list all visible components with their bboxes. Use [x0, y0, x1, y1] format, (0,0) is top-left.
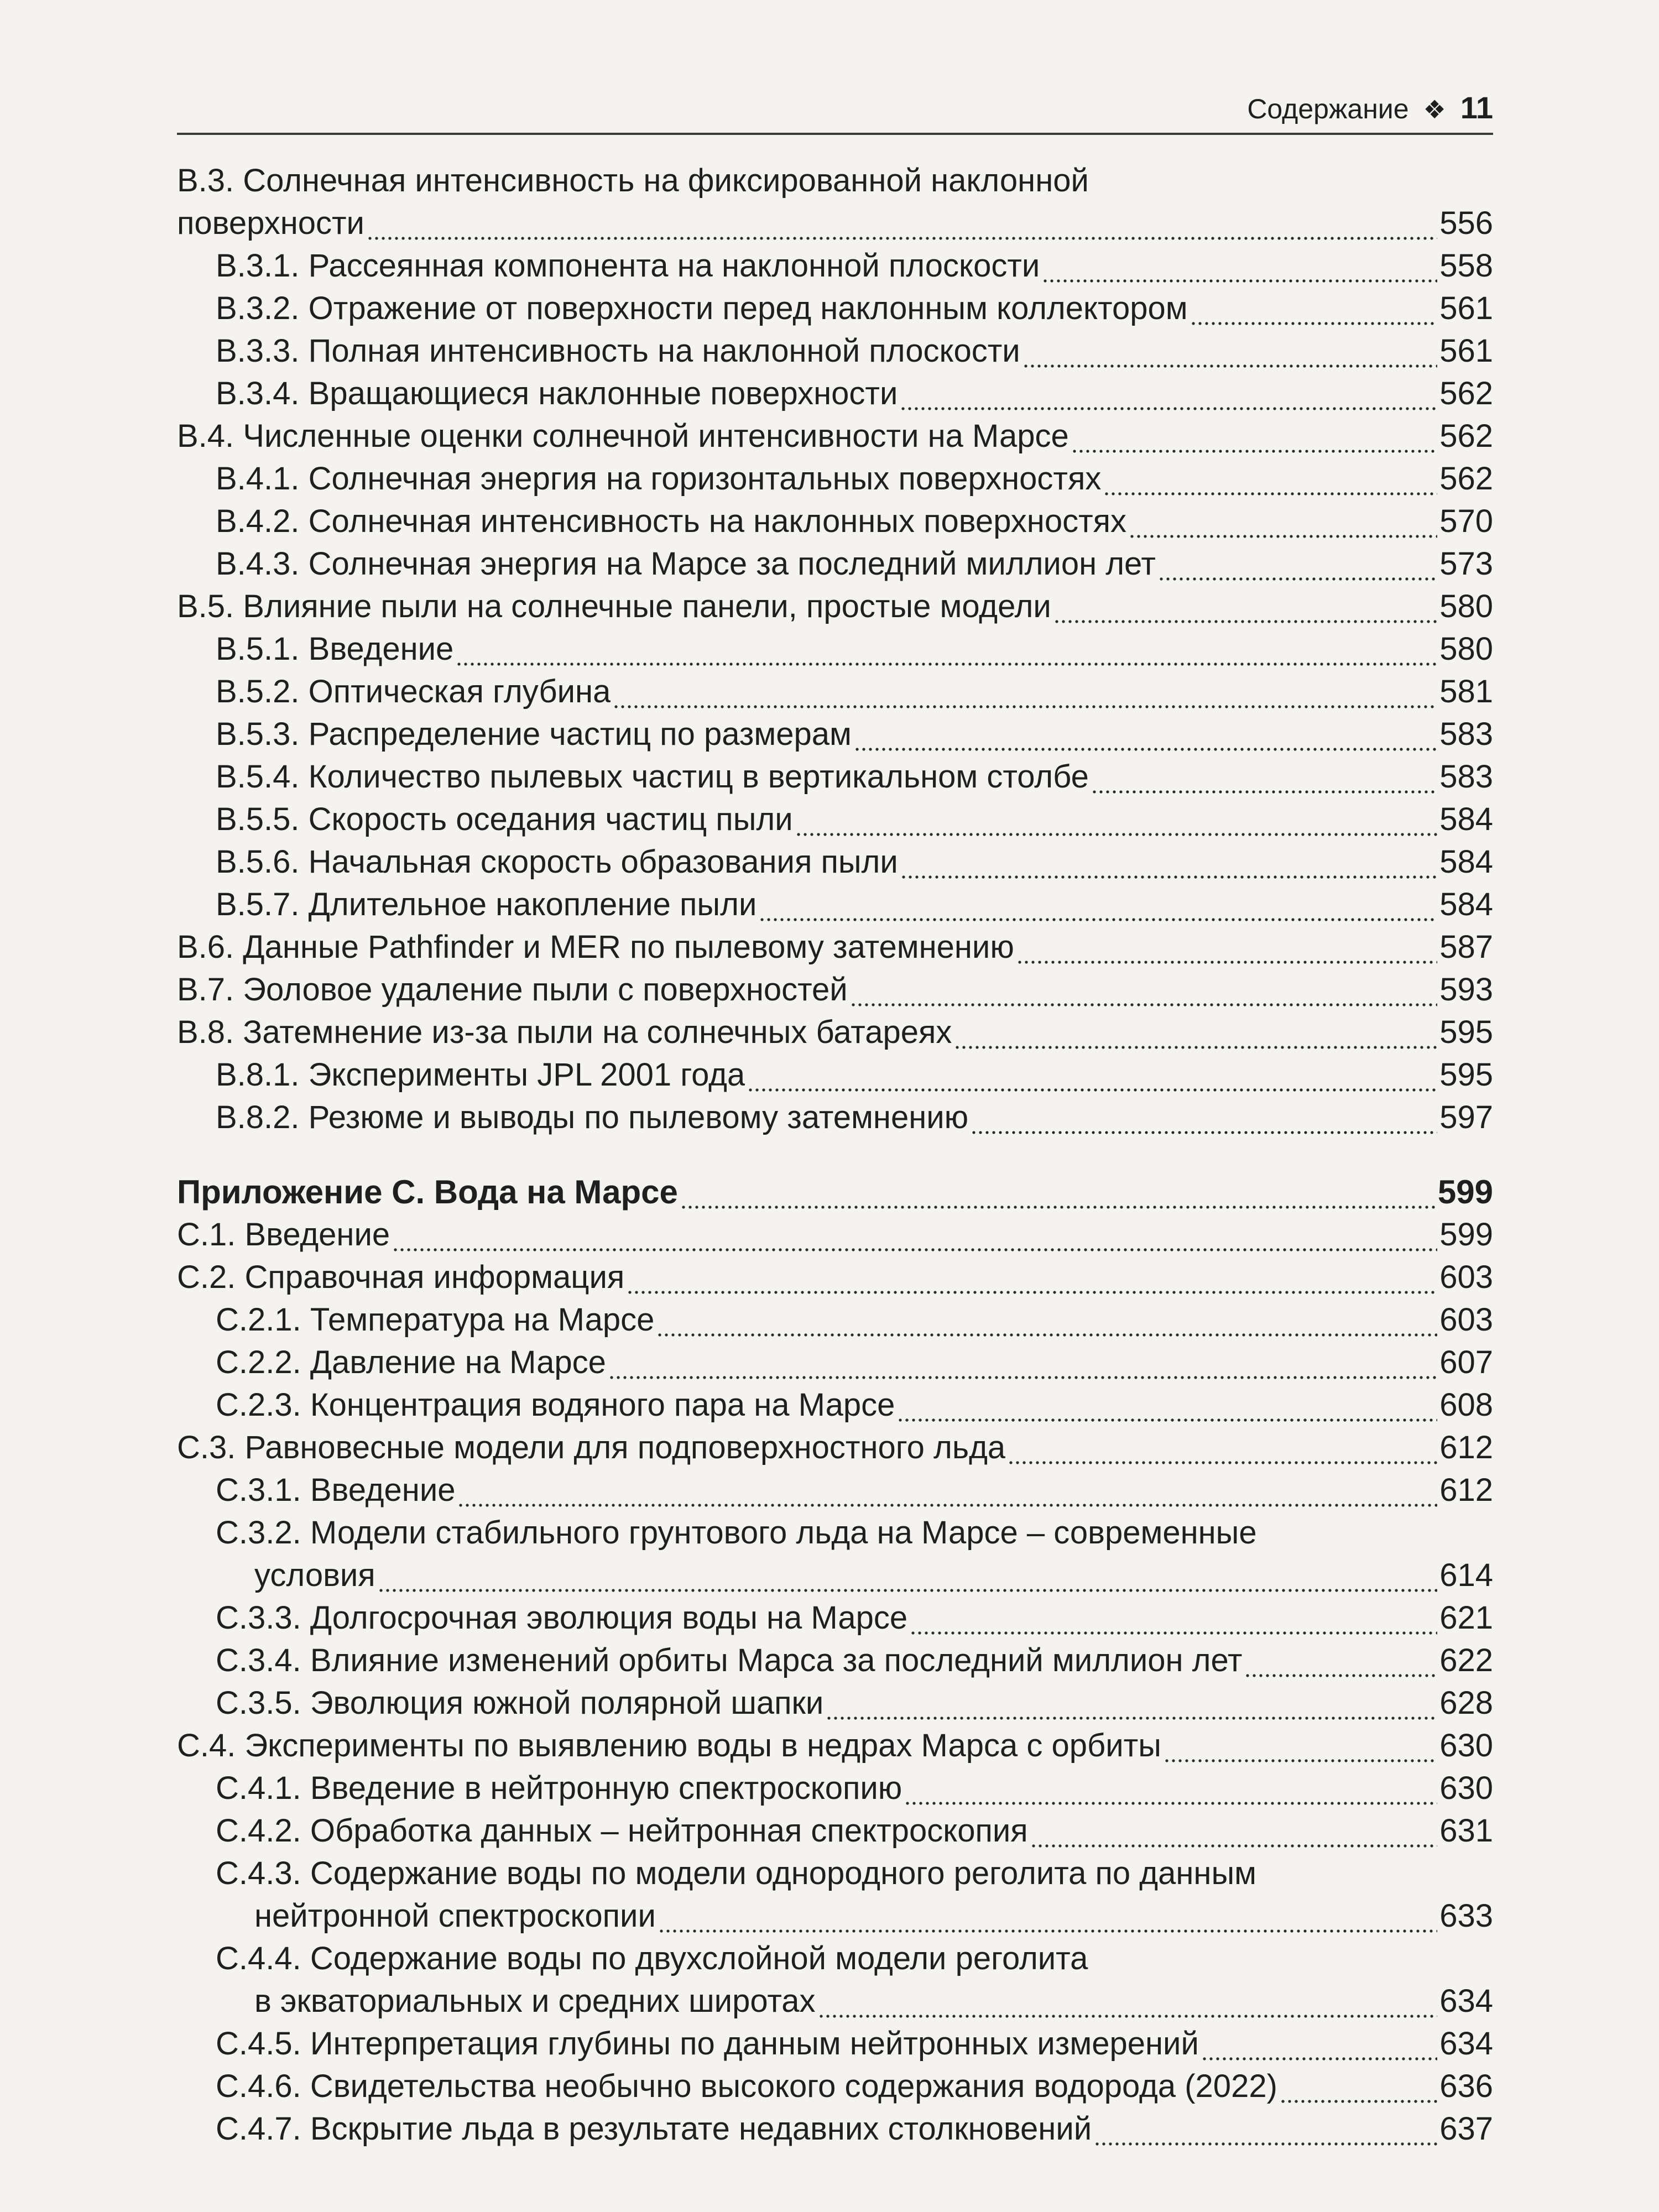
toc-entry-page: 583 [1439, 716, 1493, 752]
toc-entry-title: B.4. Численные оценки солнечной интенсивности на Марсе [177, 418, 1069, 454]
toc-entry-continuation [216, 1980, 1493, 2022]
toc-entry-page: 597 [1439, 1099, 1493, 1135]
dot-leader [1053, 585, 1437, 628]
toc-entry-page: 556 [1439, 205, 1493, 241]
toc-entry [177, 1384, 1493, 1426]
toc-entry [177, 372, 1493, 415]
toc-entry-title: B.5.6. Начальная скорость образования пыли [216, 844, 898, 880]
toc-entry-page: 633 [1439, 1898, 1493, 1934]
toc-entry [177, 2022, 1493, 2065]
header-title: Содержание [1247, 93, 1409, 124]
toc-entry-title: B.5.3. Распределение частиц по размерам [216, 716, 852, 752]
toc-entry-page: 608 [1439, 1387, 1493, 1423]
toc-entry-title: C.3.3. Долгосрочная эволюция воды на Марсе [216, 1600, 908, 1636]
dot-leader [656, 1298, 1437, 1341]
toc-entry [177, 1682, 1493, 1724]
toc-entry-page: 584 [1439, 801, 1493, 837]
toc-entry-title: C.4.5. Интерпретация глубины по данным нейтронных измерений [216, 2026, 1199, 2062]
toc-entry-page: 595 [1439, 1057, 1493, 1093]
toc-entry [177, 287, 1493, 330]
toc-entry-title: B.4.2. Солнечная интенсивность на наклонных поверхностях [216, 503, 1127, 539]
toc-entry-page: 636 [1439, 2068, 1493, 2104]
toc-entry-title: B.5.2. Оптическая глубина [216, 674, 611, 709]
dot-leader [818, 1980, 1438, 2022]
chapter-page: 599 [1437, 1173, 1493, 1211]
toc-entry-page: 570 [1439, 503, 1493, 539]
toc-entry-page: 584 [1439, 844, 1493, 880]
toc-entry [177, 159, 1493, 244]
chapter-title: Приложение C. Вода на Марсе [177, 1173, 678, 1211]
dot-leader [904, 1767, 1437, 1809]
dot-leader [456, 628, 1437, 670]
dot-leader [1164, 1724, 1437, 1767]
toc-entry [177, 1597, 1493, 1639]
toc-entry-page: 630 [1439, 1728, 1493, 1764]
toc-entry-page: 603 [1439, 1259, 1493, 1295]
toc-entry-page: 634 [1439, 2026, 1493, 2062]
ornament-icon: ❖ [1423, 95, 1446, 124]
toc-entry-title: C.2.1. Температура на Марсе [216, 1302, 655, 1338]
toc-entry-title: C.2.3. Концентрация водяного пара на Марсе [216, 1387, 895, 1423]
toc-entry [177, 926, 1493, 968]
dot-leader [680, 1171, 1436, 1213]
dot-leader [367, 202, 1437, 244]
toc-entry-title: C.4. Эксперименты по выявлению воды в недрах Марса с орбиты [177, 1728, 1161, 1764]
dot-leader [747, 1053, 1437, 1096]
toc-entry [177, 798, 1493, 841]
toc-entry-title: B.5.5. Скорость оседания частиц пыли [216, 801, 793, 837]
toc-entry-page: 637 [1439, 2111, 1493, 2147]
toc-entry-page: 607 [1439, 1344, 1493, 1380]
toc-entry-title: C.4.7. Вскрытие льда в результате недавних столкновений [216, 2111, 1092, 2147]
dot-leader [900, 372, 1437, 415]
toc-entry-title: C.2.2. Давление на Марсе [216, 1344, 606, 1380]
toc-entry-title: B.5.1. Введение [216, 631, 454, 667]
toc-entry [177, 1767, 1493, 1809]
toc-entry-continuation [216, 1554, 1493, 1597]
toc-entry-page: 558 [1439, 248, 1493, 284]
toc-entry-page: 561 [1439, 290, 1493, 326]
toc-entry [177, 1809, 1493, 1852]
toc-entry-title: B.3.2. Отражение от поверхности перед наклонным коллектором [216, 290, 1188, 326]
running-header [177, 83, 1493, 135]
toc-entry-title: B.4.3. Солнечная энергия на Марсе за последний миллион лет [216, 546, 1156, 582]
toc-entry-page: 580 [1439, 631, 1493, 667]
toc-entry-title: C.3.4. Влияние изменений орбиты Марса за последний миллион лет [216, 1642, 1243, 1678]
toc-entry [177, 883, 1493, 926]
toc-entry-page: 621 [1439, 1600, 1493, 1636]
toc-entry [177, 542, 1493, 585]
toc-entry-title: B.4.1. Солнечная энергия на горизонтальных поверхностях [216, 461, 1102, 497]
dot-leader [613, 670, 1437, 713]
dot-leader [1016, 926, 1437, 968]
toc-entry-title: C.1. Введение [177, 1217, 390, 1253]
dot-leader [627, 1256, 1437, 1298]
dot-leader [1190, 287, 1438, 330]
toc-section-b [177, 159, 1493, 1139]
toc-entry-page: 630 [1439, 1770, 1493, 1806]
toc-entry-title: B.6. Данные Pathfinder и MER по пылевому затемнению [177, 929, 1014, 965]
page-number: 11 [1460, 90, 1493, 125]
toc-entry-title: B.8.1. Эксперименты JPL 2001 года [216, 1057, 745, 1093]
toc-entry-title: C.2. Справочная информация [177, 1259, 625, 1295]
toc-entry [177, 2065, 1493, 2107]
dot-leader [897, 1384, 1437, 1426]
dot-leader [1091, 755, 1437, 798]
dot-leader [1094, 2107, 1437, 2150]
toc-entry-page: 599 [1439, 1217, 1493, 1253]
toc-entry-title: B.3.1. Рассеянная компонента на наклонной плоскости [216, 248, 1040, 284]
toc-entry-page: 631 [1439, 1813, 1493, 1849]
toc-entry-continuation [177, 202, 1493, 244]
toc-entry [177, 628, 1493, 670]
dot-leader [1158, 542, 1437, 585]
dot-leader [1022, 330, 1438, 372]
toc-entry [177, 1639, 1493, 1682]
toc-entry [177, 415, 1493, 457]
toc-entry [177, 1341, 1493, 1384]
toc-entry-page: 562 [1439, 461, 1493, 497]
toc-entry-page: 622 [1439, 1642, 1493, 1678]
toc-entry-page: 561 [1439, 333, 1493, 369]
toc-entry-title: B.7. Эоловое удаление пыли с поверхностей [177, 972, 848, 1008]
toc-entry [177, 1298, 1493, 1341]
toc-entry-page: 583 [1439, 759, 1493, 795]
toc-entry-title: C.3.1. Введение [216, 1472, 456, 1508]
toc-entry [177, 1256, 1493, 1298]
toc-entry [177, 1511, 1493, 1597]
dot-leader [795, 798, 1438, 841]
toc-entry-continuation [216, 1895, 1493, 1937]
toc-entry-title: B.3.3. Полная интенсивность на наклонной плоскости [216, 333, 1020, 369]
dot-leader [378, 1554, 1438, 1597]
toc-entry-page: 595 [1439, 1014, 1493, 1050]
dot-leader [1201, 2022, 1437, 2065]
toc-entry-title-line: C.4.3. Содержание воды по модели однородного реголита по данным [216, 1855, 1257, 1891]
dot-leader [608, 1341, 1437, 1384]
dot-leader [910, 1597, 1437, 1639]
toc-entry [177, 670, 1493, 713]
dot-leader [1103, 457, 1437, 500]
toc-entry-title: C.4.1. Введение в нейтронную спектроскопию [216, 1770, 902, 1806]
toc-entry-title: поверхности [177, 205, 364, 241]
toc-entry [177, 1213, 1493, 1256]
toc-entry [177, 841, 1493, 883]
toc-entry-page: 562 [1439, 375, 1493, 411]
toc-entry-page: 628 [1439, 1685, 1493, 1721]
dot-leader [850, 968, 1438, 1011]
dot-leader [1030, 1809, 1438, 1852]
toc-entry-page: 612 [1439, 1472, 1493, 1508]
toc-chapter-entry [177, 1171, 1493, 1213]
toc-entry [177, 2107, 1493, 2150]
toc-entry-title: B.5.7. Длительное накопление пыли [216, 886, 757, 922]
dot-leader [1244, 1639, 1437, 1682]
dot-leader [658, 1895, 1437, 1937]
toc-entry [177, 1011, 1493, 1053]
dot-leader [954, 1011, 1437, 1053]
toc-entry-page: 587 [1439, 929, 1493, 965]
toc-entry [177, 585, 1493, 628]
toc-entry [177, 1426, 1493, 1469]
dot-leader [1280, 2065, 1437, 2107]
toc-entry [177, 244, 1493, 287]
toc-section-c [177, 1213, 1493, 2150]
dot-leader [854, 713, 1437, 755]
dot-leader [900, 841, 1437, 883]
dot-leader [1071, 415, 1437, 457]
toc-entry-title: условия [254, 1557, 375, 1593]
toc-entry-title: B.8.2. Резюме и выводы по пылевому затемнению [216, 1099, 969, 1135]
dot-leader [392, 1213, 1437, 1256]
toc-entry-page: 562 [1439, 418, 1493, 454]
toc-entry-title-line: C.3.2. Модели стабильного грунтового льда на Марсе – современные [216, 1515, 1257, 1551]
toc-entry-page: 603 [1439, 1302, 1493, 1338]
toc-entry-title: B.8. Затемнение из-за пыли на солнечных батареях [177, 1014, 952, 1050]
toc-entry [177, 1852, 1493, 1937]
toc-entry-title-line: B.3. Солнечная интенсивность на фиксированной наклонной [177, 163, 1089, 199]
toc-entry [177, 330, 1493, 372]
toc-entry-page: 580 [1439, 588, 1493, 624]
toc-entry-title-line: C.4.4. Содержание воды по двухслойной модели реголита [216, 1940, 1088, 1976]
toc-entry-page: 581 [1439, 674, 1493, 709]
toc-entry-page: 634 [1439, 1983, 1493, 2019]
dot-leader [1042, 244, 1437, 287]
toc-entry-title: B.5. Влияние пыли на солнечные панели, простые модели [177, 588, 1051, 624]
toc-entry-page: 612 [1439, 1430, 1493, 1465]
toc-entry-title: C.4.6. Свидетельства необычно высокого содержания водорода (2022) [216, 2068, 1277, 2104]
toc-entry [177, 1724, 1493, 1767]
toc-entry-title: в экваториальных и средних широтах [254, 1983, 816, 2019]
toc-entry-title: B.5.4. Количество пылевых частиц в вертикальном столбе [216, 759, 1089, 795]
toc-entry-page: 584 [1439, 886, 1493, 922]
toc-entry [177, 1937, 1493, 2022]
toc-entry [177, 968, 1493, 1011]
dot-leader [1008, 1426, 1437, 1469]
dot-leader [457, 1469, 1437, 1511]
dot-leader [759, 883, 1437, 926]
toc-entry [177, 1096, 1493, 1139]
toc-entry-title: нейтронной спектроскопии [254, 1898, 656, 1934]
toc-entry-title: C.3.5. Эволюция южной полярной шапки [216, 1685, 824, 1721]
dot-leader [971, 1096, 1437, 1139]
dot-leader [1129, 500, 1437, 542]
toc-entry-page: 573 [1439, 546, 1493, 582]
toc-entry-title: B.3.4. Вращающиеся наклонные поверхности [216, 375, 898, 411]
toc-entry [177, 457, 1493, 500]
toc-entry-title: C.4.2. Обработка данных – нейтронная спектроскопия [216, 1813, 1028, 1849]
toc-entry [177, 1469, 1493, 1511]
toc-entry [177, 755, 1493, 798]
toc-entry [177, 500, 1493, 542]
toc-entry-page: 614 [1439, 1557, 1493, 1593]
toc-entry [177, 1053, 1493, 1096]
dot-leader [826, 1682, 1437, 1724]
toc-entry-page: 593 [1439, 972, 1493, 1008]
toc-entry [177, 713, 1493, 755]
toc-entry-title: C.3. Равновесные модели для подповерхностного льда [177, 1430, 1006, 1465]
table-of-contents [177, 159, 1493, 2150]
